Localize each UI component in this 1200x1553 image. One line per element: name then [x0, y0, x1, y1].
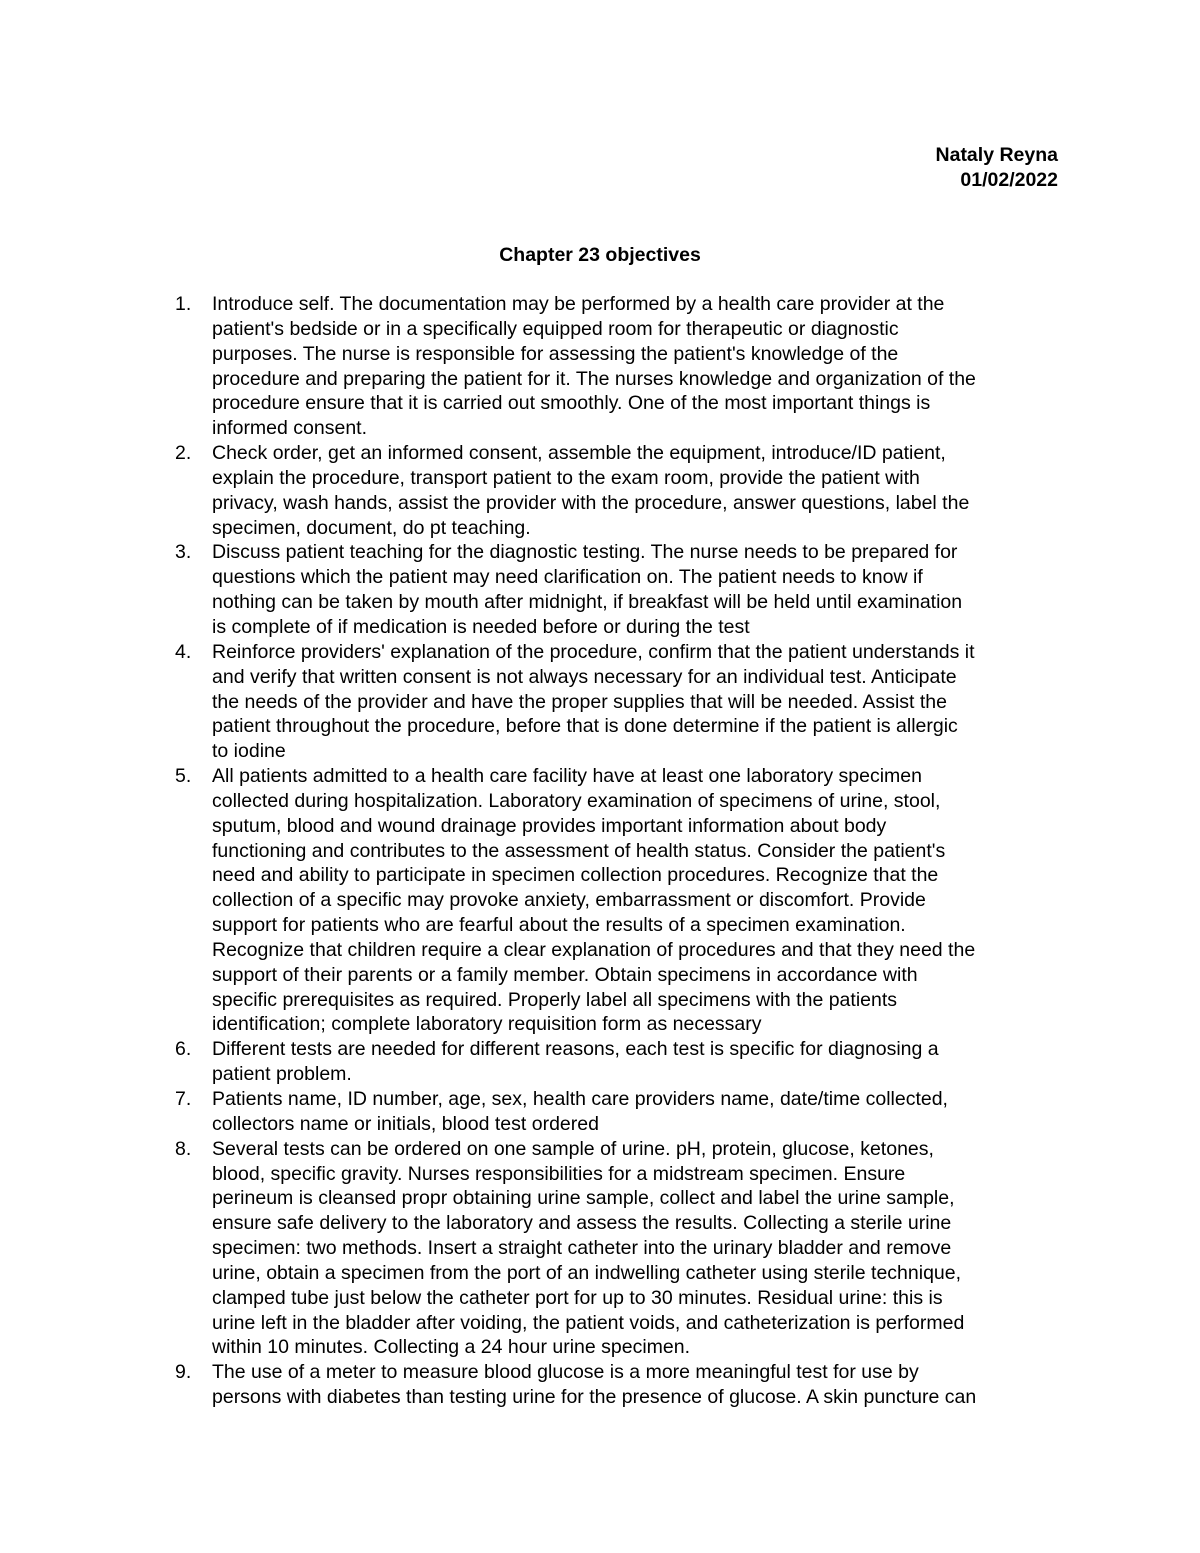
list-item-text: The use of a meter to measure blood glucose is a more meaningful test for use by persons with diabetes than testing urine for the presence of glucose. A skin puncture can — [212, 1361, 977, 1409]
list-item-text: Reinforce providers' explanation of the procedure, confirm that the patient understands it and verify that written consent is not always necessary for an individual test. Anticipate the needs of the provider and have the proper supplies that will be needed. Assist the patient throughout the procedure, before that is done determine if the patient is allergic to iodine — [212, 640, 975, 763]
objectives-list — [160, 292, 1065, 1410]
list-item — [160, 540, 1065, 639]
list-item-number: 7. — [175, 1088, 192, 1110]
list-item — [160, 1037, 1065, 1087]
header-block — [936, 143, 1058, 193]
list-item — [160, 1137, 1065, 1361]
list-item-number: 3. — [175, 541, 192, 564]
list-item-text: Discuss patient teaching for the diagnostic testing. The nurse needs to be prepared for questions which the patient may need clarification on. The patient needs to know if nothing can be taken by mouth after midnight, if breakfast will be held until examination is complete of if medication is needed before or during the test — [212, 541, 963, 638]
author-name: Nataly Reyna — [935, 144, 1058, 166]
page-title: Chapter 23 objectives — [499, 244, 701, 266]
list-item-number: 9. — [175, 1361, 192, 1384]
list-item-text: Patients name, ID number, age, sex, health care providers name, date/time collected, collectors name or initials, blood test ordered — [212, 1088, 948, 1135]
list-item-number: 1. — [175, 293, 192, 315]
list-item-number: 5. — [175, 765, 192, 788]
list-item-text: Several tests can be ordered on one sample of urine. pH, protein, glucose, ketones, blood, specific gravity. Nurses responsibilities for a midstream specimen. Ensure perineum is cleansed propr obtaining urine sample, collect and label the urine sample, ensure safe delivery to the laboratory and assess the results. Collecting a sterile urine specimen: two methods. Insert a straight catheter into the urinary bladder and remove urine, obtain a specimen from the port of an indwelling catheter using sterile technique, clamped tube just below the catheter port for up to 30 minutes. Residual urine: this is urine left in the bladder after voiding, the patient voids, and catheterization is performed within 10 minutes. Collecting a 24 hour urine specimen. — [212, 1137, 965, 1359]
list-item — [160, 640, 1065, 764]
list-item-text: Introduce self. The documentation may be performed by a health care provider at the patient's bedside or in a specifically equipped room for therapeutic or diagnostic purposes. The nurse is responsible for assessing the patient's knowledge of the procedure and preparing the patient for it. The nurses knowledge and organization of the procedure ensure that it is carried out smoothly. One of the most important things is informed consent. — [212, 293, 976, 440]
list-item — [160, 1360, 1065, 1410]
list-item-number: 6. — [175, 1038, 192, 1061]
list-item — [160, 441, 1065, 540]
list-item-text: Different tests are needed for different reasons, each test is specific for diagnosing a patient problem. — [212, 1038, 939, 1086]
list-item — [160, 292, 1065, 441]
list-item-number: 8. — [175, 1137, 192, 1160]
list-item-text: Check order, get an informed consent, assemble the equipment, introduce/ID patient, explain the procedure, transport patient to the exam room, provide the patient with privacy, wash hands, assist the provider with the procedure, answer questions, label the specimen, document, do pt teaching. — [212, 442, 970, 539]
list-item-number: 4. — [175, 640, 192, 663]
list-item-text: All patients admitted to a health care facility have at least one laboratory specimen collected during hospitalization. Laboratory examination of specimens of urine, stool, sputum, blood and wound drainage provides important information about body functioning and contributes to the assessment of health status. Consider the patient's need and ability to participate in specimen collection procedures. Recognize that the collection of a specific may provoke anxiety, embarrassment or discomfort. Provide support for patients who are fearful about the results of a specimen examination. Recognize that children require a clear explanation of procedures and that they need the support of their parents or a family member. Obtain specimens in accordance with specific prerequisites as required. Properly label all specimens with the patients identification; complete laboratory requisition form as necessary — [212, 765, 976, 1036]
list-item — [160, 764, 1065, 1037]
list-item — [160, 1087, 1065, 1137]
document-date: 01/02/2022 — [960, 169, 1058, 191]
list-item-number: 2. — [175, 442, 192, 465]
